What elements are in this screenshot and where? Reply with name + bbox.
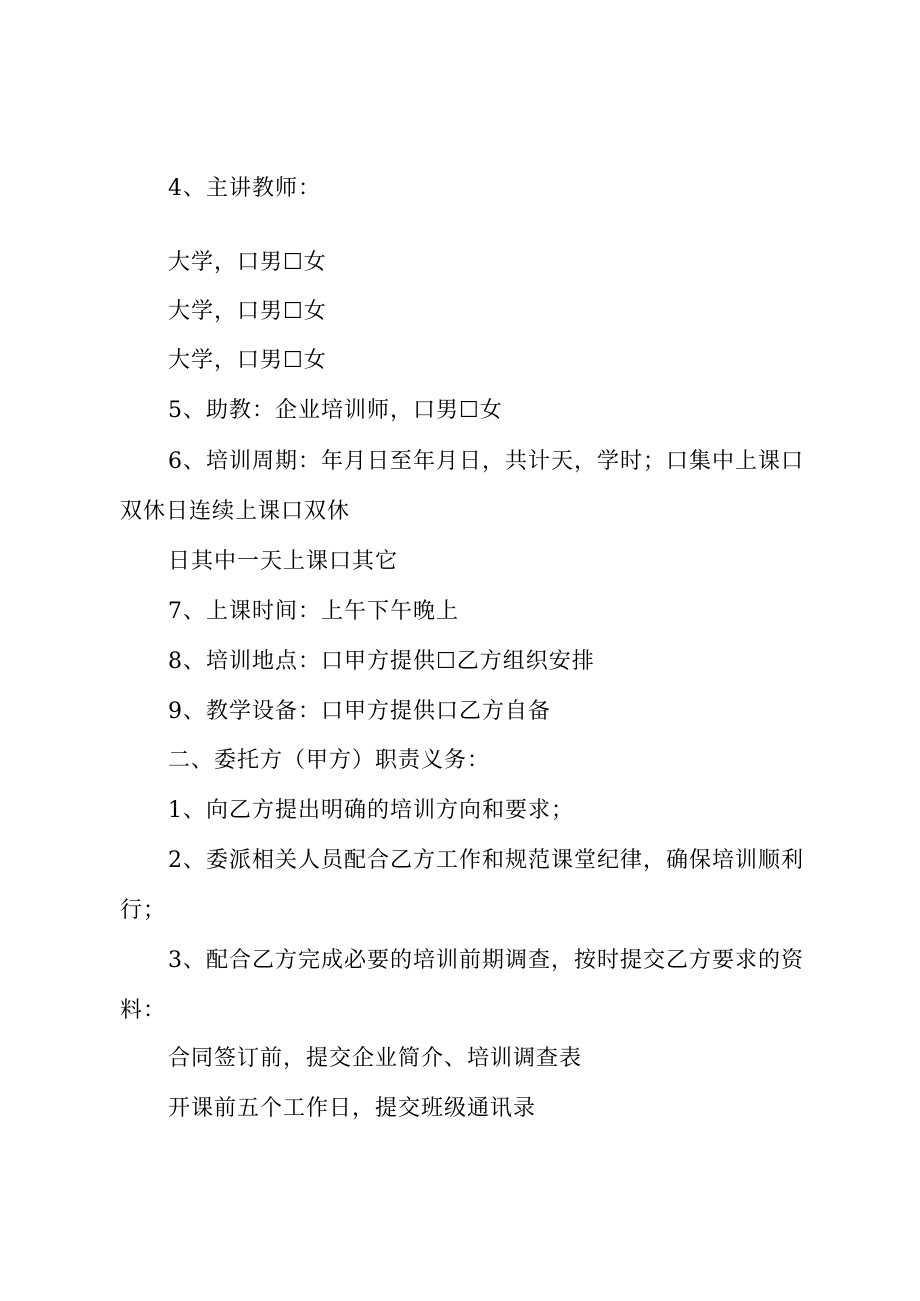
- duty-3: 3、配合乙方完成必要的培训前期调查，按时提交乙方要求的资: [168, 948, 804, 973]
- section-6-continuation-2: 日其中一天上课口其它: [168, 549, 399, 574]
- section-6-continuation: 双休日连续上课口双休: [120, 499, 351, 524]
- duty-2: 2、委派相关人员配合乙方工作和规范课堂纪律，确保培训顺利: [168, 848, 804, 873]
- section-7-class-time: 7、上课时间：上午下午晚上: [168, 599, 459, 624]
- duty-1: 1、向乙方提出明确的培训方向和要求；: [168, 798, 574, 823]
- section-6-training-period: 6、培训周期：年月日至年月日，共计天，学时；口集中上课口: [168, 449, 804, 474]
- duty-3-continuation: 料：: [120, 998, 167, 1023]
- section-4-lead-teacher: 4、主讲教师：: [168, 176, 321, 201]
- duty-3-item-2: 开课前五个工作日，提交班级通讯录: [168, 1096, 537, 1121]
- duty-2-continuation: 行；: [120, 898, 167, 923]
- duty-3-item-1: 合同签订前，提交企业简介、培训调查表: [168, 1046, 583, 1071]
- teacher-line-2: 大学，口男☐女: [168, 299, 327, 324]
- teacher-line-3: 大学，口男☐女: [168, 348, 327, 373]
- section-9-equipment: 9、教学设备：口甲方提供口乙方自备: [168, 699, 551, 724]
- heading-party-a-duties: 二、委托方（甲方）职责义务：: [168, 748, 491, 773]
- section-8-location: 8、培训地点：口甲方提供☐乙方组织安排: [168, 649, 595, 674]
- section-5-assistant: 5、助教：企业培训师，口男☐女: [168, 398, 503, 423]
- teacher-line-1: 大学，口男☐女: [168, 250, 327, 275]
